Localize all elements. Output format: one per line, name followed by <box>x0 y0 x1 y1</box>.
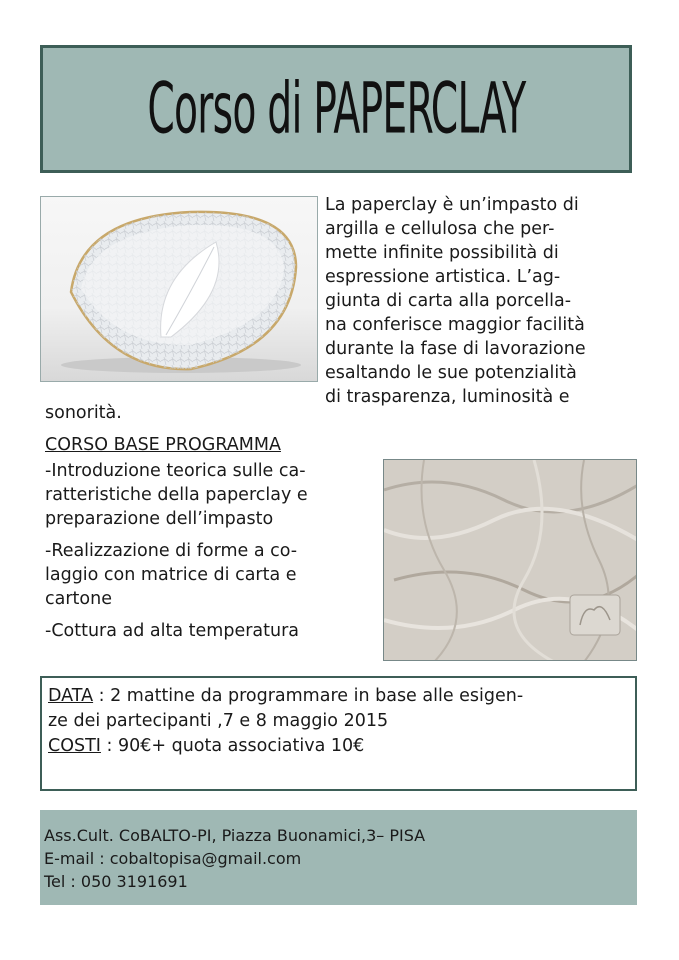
program-item-line: ratteristiche della paperclay e <box>45 485 308 505</box>
intro-paragraph <box>325 193 586 409</box>
costi-text: : 90€+ quota associativa 10€ <box>100 736 365 756</box>
program-item-line: -Cottura ad alta temperatura <box>45 621 300 641</box>
contact-address: Ass.Cult. CoBALTO-PI, Piazza Buonamici,3– PISA <box>44 826 426 845</box>
clay-texture-illustration <box>384 460 637 661</box>
intro-line: giunta di carta alla porcella- <box>325 291 572 311</box>
program-item-line: laggio con matrice di carta e <box>45 565 297 585</box>
program-item-line: -Introduzione teorica sulle ca- <box>45 461 306 481</box>
info-box <box>40 676 637 791</box>
data-row <box>48 684 523 709</box>
costi-row <box>48 734 523 759</box>
contact-box <box>40 810 637 905</box>
intro-line: di trasparenza, luminosità e <box>325 387 570 407</box>
data-row-continued: ze dei partecipanti ,7 e 8 maggio 2015 <box>48 711 389 731</box>
intro-line: argilla e cellulosa che per- <box>325 219 555 239</box>
paperclay-bowl-photo <box>40 196 318 382</box>
program-list <box>45 459 308 651</box>
intro-end-line: sonorità. <box>45 403 122 423</box>
intro-line: mette infinite possibilità di <box>325 243 559 263</box>
intro-line: esaltando le sue potenzialità <box>325 363 577 383</box>
program-heading: CORSO BASE PROGRAMMA <box>45 435 281 455</box>
title-banner <box>40 45 632 173</box>
intro-line: durante la fase di lavorazione <box>325 339 586 359</box>
bowl-illustration <box>41 197 318 382</box>
clay-texture-photo <box>383 459 637 661</box>
program-item-line: preparazione dell’impasto <box>45 509 274 529</box>
data-text: : 2 mattine da programmare in base alle esigen- <box>93 686 524 706</box>
program-item-line: cartone <box>45 589 112 609</box>
program-item <box>45 539 308 611</box>
page-title: Corso di PAPERCLAY <box>146 68 526 150</box>
intro-line: na conferisce maggior facilità <box>325 315 585 335</box>
data-label: DATA <box>48 686 94 706</box>
costi-label: COSTI <box>48 736 101 756</box>
info-lines <box>48 684 523 759</box>
intro-line: La paperclay è un’impasto di <box>325 195 579 215</box>
intro-line: espressione artistica. L’ag- <box>325 267 561 287</box>
contact-lines <box>44 824 425 893</box>
program-item <box>45 459 308 531</box>
program-item <box>45 619 308 643</box>
program-item-line: -Realizzazione di forme a co- <box>45 541 298 561</box>
contact-phone: Tel : 050 3191691 <box>44 872 188 891</box>
contact-email: E-mail : cobaltopisa@gmail.com <box>44 849 302 868</box>
